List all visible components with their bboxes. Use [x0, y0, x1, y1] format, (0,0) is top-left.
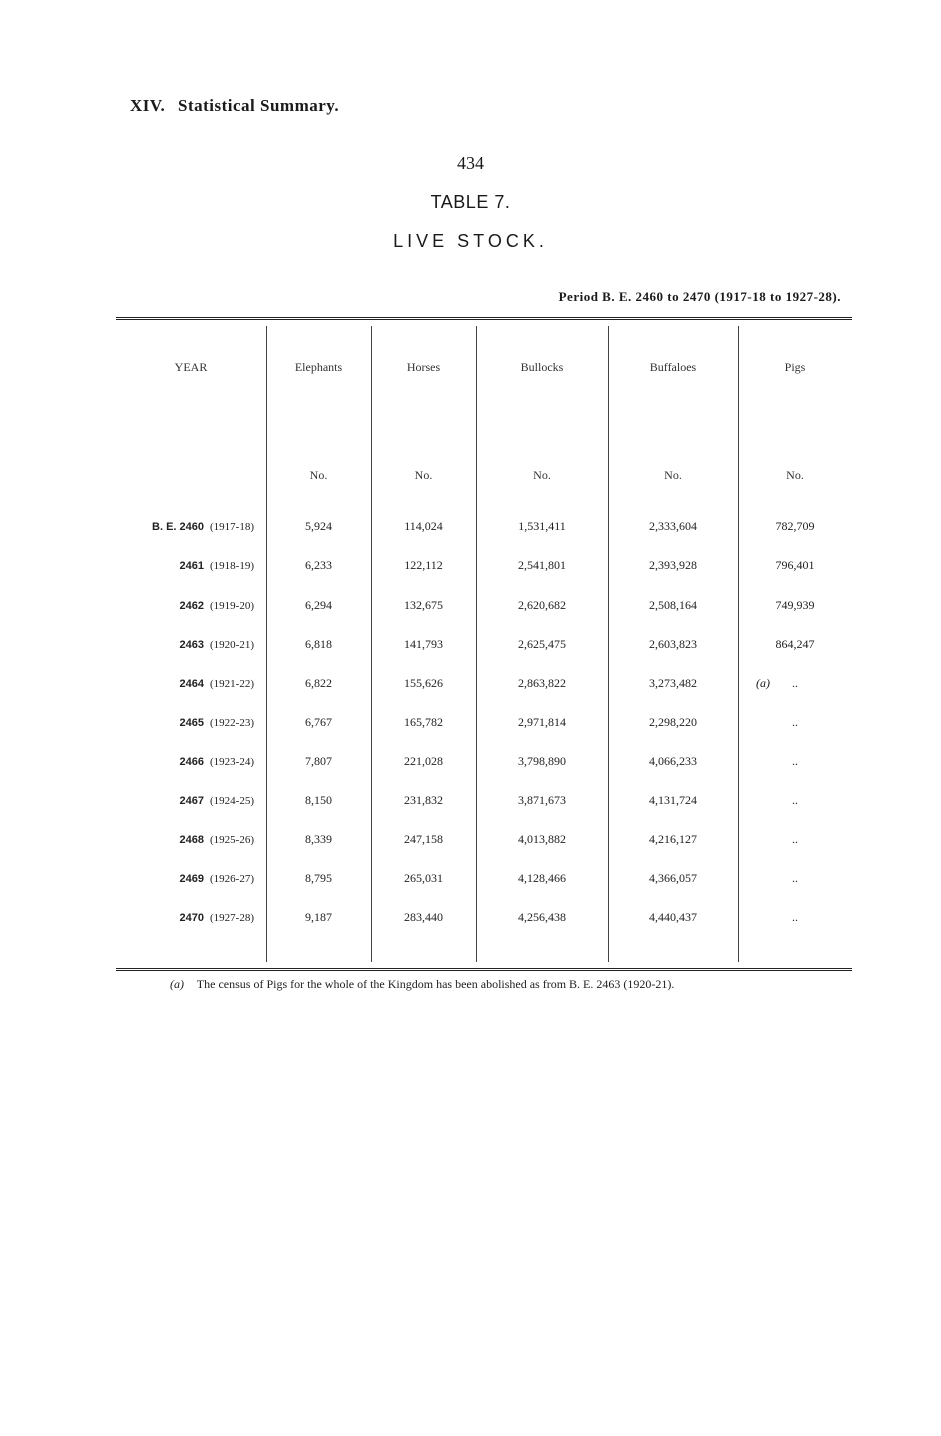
horses-cell: 122,112 [404, 558, 443, 572]
unit-elephants: No. [309, 468, 328, 482]
buffaloes-cell: 4,216,127 [649, 832, 697, 846]
pigs-cell: 749,939 [775, 598, 815, 612]
header-bullocks: Bullocks [520, 360, 564, 374]
header-elephants: Elephants [294, 360, 343, 374]
horses-cell: 247,158 [404, 832, 443, 846]
elephants-cell: 5,924 [305, 519, 332, 533]
pigs-cell: 796,401 [775, 558, 815, 572]
elephants-cell: 6,818 [305, 637, 332, 651]
table-row [116, 793, 852, 813]
section-number: XIV. [130, 96, 166, 115]
bullocks-cell: 4,256,438 [518, 910, 566, 924]
elephants-cell: 8,150 [305, 793, 332, 807]
header-horses: Horses [406, 360, 441, 374]
bullocks-cell: 4,128,466 [518, 871, 566, 885]
elephants-cell: 6,822 [305, 676, 332, 690]
bullocks-cell: 2,863,822 [518, 676, 566, 690]
year-cell: 2466 (1923-24) [179, 756, 254, 768]
buffaloes-cell: 4,440,437 [649, 910, 697, 924]
section-title: Statistical Summary. [177, 96, 340, 115]
unit-pigs: No. [786, 468, 804, 482]
horses-cell: 283,440 [404, 910, 443, 924]
unit-buffaloes: No. [664, 468, 682, 482]
buffaloes-cell: 2,508,164 [649, 598, 697, 612]
buffaloes-cell: 2,333,604 [649, 519, 697, 533]
horses-cell: 165,782 [404, 715, 443, 729]
year-cell: 2463 (1920-21) [179, 639, 254, 651]
pigs-cell: 864,247 [775, 637, 815, 651]
pigs-cell: .. [792, 910, 798, 924]
bullocks-cell: 1,531,411 [518, 519, 566, 533]
header-buffaloes: Buffaloes [649, 360, 697, 374]
table-title: TABLE 7. [430, 192, 511, 212]
livestock-table [116, 317, 852, 971]
pigs-cell: .. [792, 715, 798, 729]
elephants-cell: 7,807 [305, 754, 332, 768]
unit-bullocks: No. [533, 468, 551, 482]
page-number: 434 [457, 153, 484, 173]
year-cell: 2467 (1924-25) [179, 795, 254, 807]
footnote-marker: (a) [170, 977, 184, 991]
bullocks-cell: 3,871,673 [518, 793, 566, 807]
year-cell: 2461 (1918-19) [179, 560, 254, 572]
horses-cell: 221,028 [404, 754, 443, 768]
elephants-cell: 6,767 [305, 715, 332, 729]
table-row [116, 754, 852, 774]
pigs-cell: .. [792, 871, 798, 885]
bullocks-cell: 4,013,882 [518, 832, 566, 846]
horses-cell: 114,024 [404, 519, 443, 533]
table-row [116, 558, 852, 578]
footnote-text: The census of Pigs for the whole of the Kingdom has been abolished as from B. E. 2463 (1920-21). [196, 977, 675, 991]
horses-cell: 155,626 [404, 676, 443, 690]
elephants-cell: 6,233 [305, 558, 332, 572]
year-cell: 2465 (1922-23) [179, 717, 254, 729]
buffaloes-cell: 2,393,928 [649, 558, 697, 572]
section-heading [130, 96, 339, 116]
table-row [116, 519, 852, 539]
elephants-cell: 8,339 [305, 832, 332, 846]
pigs-cell: .. [792, 832, 798, 846]
year-cell: 2462 (1919-20) [179, 600, 254, 612]
pigs-cell: .. [792, 676, 798, 690]
horses-cell: 265,031 [404, 871, 443, 885]
buffaloes-cell: 4,366,057 [649, 871, 697, 885]
elephants-cell: 6,294 [305, 598, 332, 612]
buffaloes-cell: 4,066,233 [649, 754, 697, 768]
header-pigs: Pigs [784, 360, 806, 374]
elephants-cell: 8,795 [305, 871, 332, 885]
table-row [116, 598, 852, 618]
buffaloes-cell: 3,273,482 [649, 676, 697, 690]
period-caption: Period B. E. 2460 to 2470 (1917-18 to 1927-28). [558, 289, 841, 304]
header-year: YEAR [174, 360, 208, 374]
table-row [116, 715, 852, 735]
horses-cell: 231,832 [404, 793, 443, 807]
table-row [116, 832, 852, 852]
year-cell: B. E. 2460 (1917-18) [152, 521, 254, 533]
elephants-cell: 9,187 [305, 910, 332, 924]
horses-cell: 132,675 [404, 598, 443, 612]
year-cell: 2464 (1921-22) [179, 678, 254, 690]
buffaloes-cell: 2,298,220 [649, 715, 697, 729]
year-cell: 2469 (1926-27) [179, 873, 254, 885]
table-row [116, 676, 852, 696]
year-cell: 2470 (1927-28) [179, 912, 254, 924]
horses-cell: 141,793 [404, 637, 443, 651]
pigs-cell: .. [792, 754, 798, 768]
buffaloes-cell: 2,603,823 [649, 637, 697, 651]
bullocks-cell: 2,971,814 [518, 715, 566, 729]
pigs-cell: 782,709 [775, 519, 815, 533]
bullocks-cell: 2,625,475 [518, 637, 566, 651]
bullocks-cell: 2,541,801 [518, 558, 566, 572]
table-subject: LIVE STOCK. [393, 231, 548, 251]
bullocks-cell: 2,620,682 [518, 598, 566, 612]
year-cell: 2468 (1925-26) [179, 834, 254, 846]
table-row [116, 910, 852, 930]
unit-horses: No. [414, 468, 433, 482]
pigs-cell: .. [792, 793, 798, 807]
footnote-marker: (a) [756, 676, 770, 690]
footnote [170, 977, 674, 992]
bullocks-cell: 3,798,890 [518, 754, 566, 768]
table-row [116, 637, 852, 657]
buffaloes-cell: 4,131,724 [649, 793, 697, 807]
table-row [116, 871, 852, 891]
